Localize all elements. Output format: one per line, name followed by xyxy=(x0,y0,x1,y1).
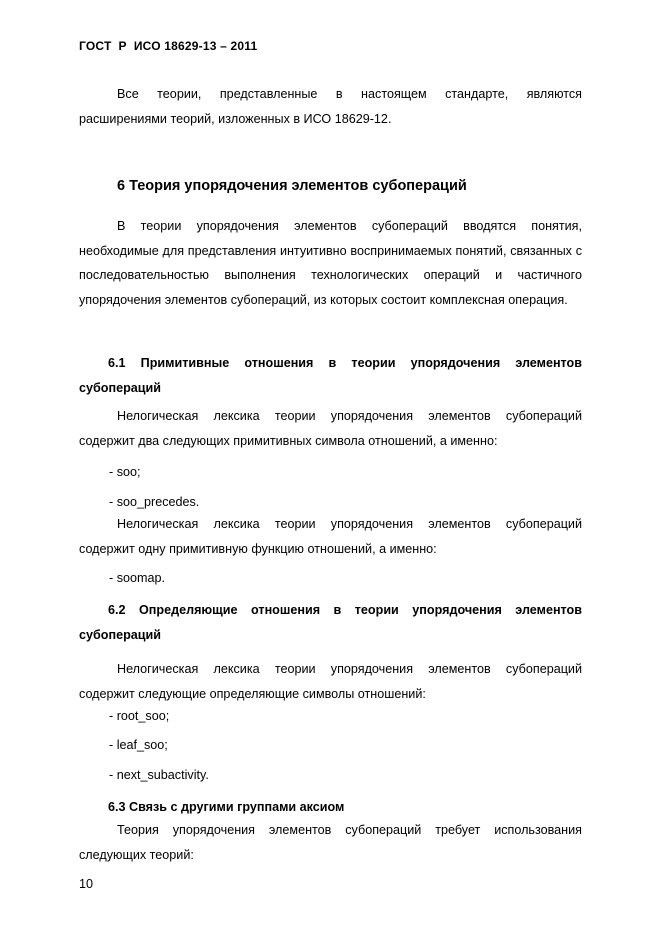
section-6-2-paragraph: Нелогическая лексика теории упорядочения элементов субопераций содержит следующие определяющие символы отношений: xyxy=(79,662,582,701)
section-6-1-paragraph-1: Нелогическая лексика теории упорядочения элементов субопераций содержит два следующих примитивных символа отношений, а именно: xyxy=(79,409,582,448)
section-6-1-heading: 6.1 Примитивные отношения в теории упорядочения элементов субопераций xyxy=(79,356,582,395)
page-header: ГОСТ Р ИСО 18629-13 – 2011 xyxy=(79,39,258,53)
list-item-soomap: - soomap. xyxy=(109,571,165,585)
section-6-paragraph: В теории упорядочения элементов субопераций вводятся понятия, необходимые для представления интуитивно воспринимаемых понятий, связанных с последовательностью выполнения технологических операций и частичного упорядочения элементов субопераций, из которых состоит комплексная операция. xyxy=(79,219,582,308)
list-item-soo: - soo; xyxy=(109,465,141,479)
list-item-next-subactivity: - next_subactivity. xyxy=(109,768,209,782)
section-6-3-paragraph: Теория упорядочения элементов субопераций требует использования следующих теорий: xyxy=(79,823,582,862)
list-item-root-soo: - root_soo; xyxy=(109,709,170,723)
section-6-3-heading: 6.3 Связь с другими группами аксиом xyxy=(108,800,345,814)
section-6-heading: 6 Теория упорядочения элементов субопераций xyxy=(117,178,467,194)
page-number: 10 xyxy=(79,877,94,891)
list-item-soo-precedes: - soo_precedes. xyxy=(109,495,200,509)
list-item-leaf-soo: - leaf_soo; xyxy=(109,738,168,752)
section-6-2-heading: 6.2 Определяющие отношения в теории упорядочения элементов субопераций xyxy=(79,603,582,642)
intro-paragraph: Все теории, представленные в настоящем стандарте, являются расширениями теорий, изложенных в ИСО 18629-12. xyxy=(79,87,582,126)
section-6-1-paragraph-2: Нелогическая лексика теории упорядочения элементов субопераций содержит одну примитивную функцию отношений, а именно: xyxy=(79,517,582,556)
